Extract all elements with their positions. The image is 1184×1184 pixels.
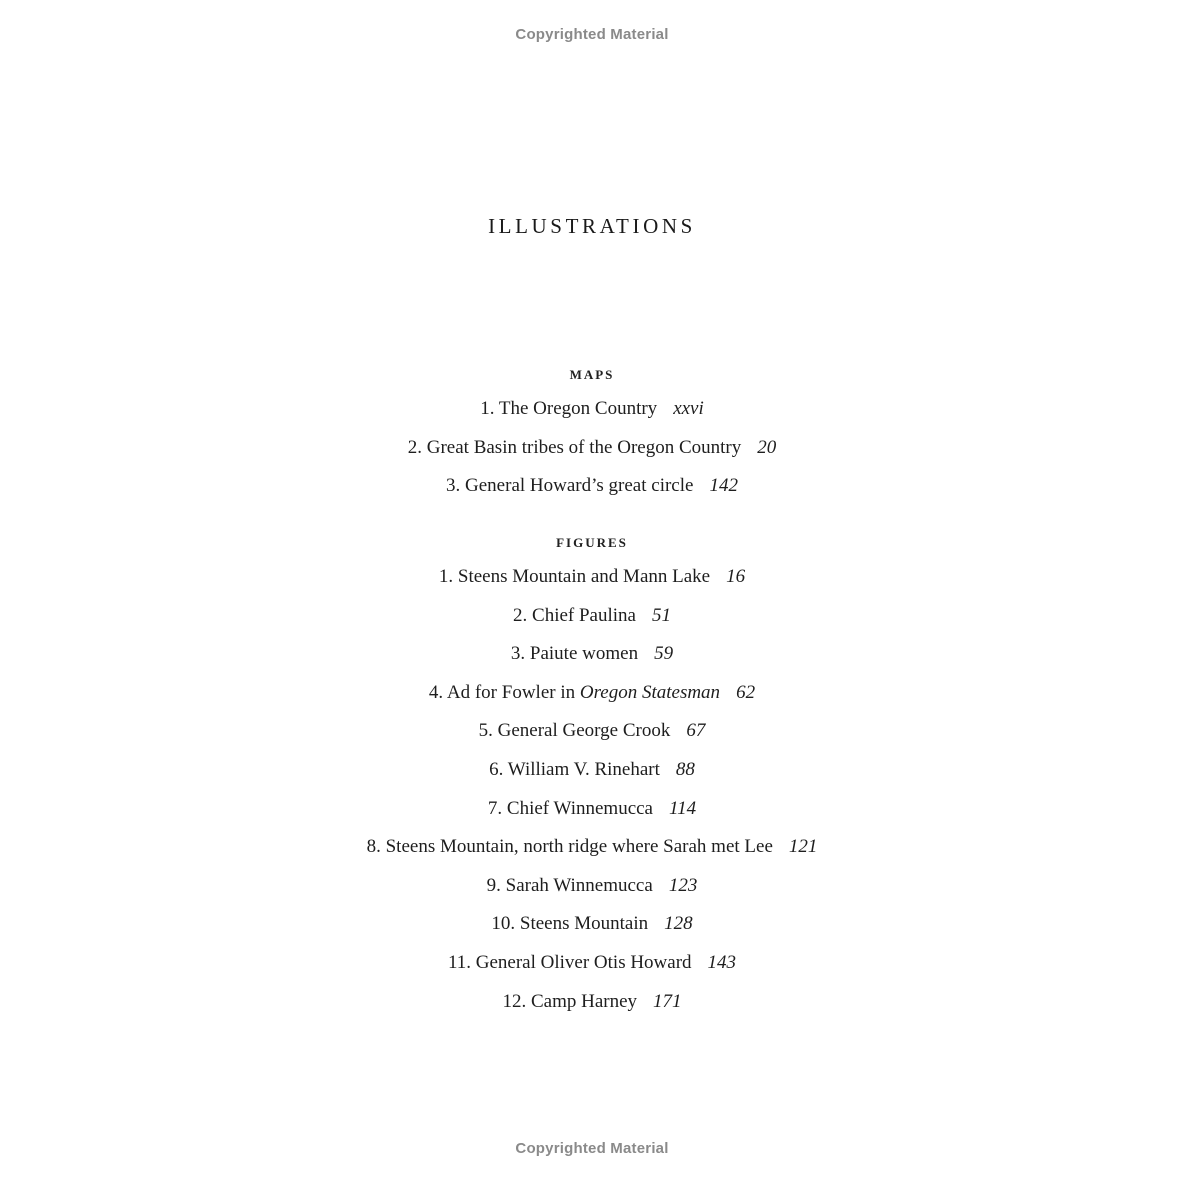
entry-page: 171 xyxy=(653,990,682,1012)
list-item xyxy=(0,602,1184,641)
entry-title: 10. Steens Mountain xyxy=(491,913,649,935)
entry-page: 62 xyxy=(736,681,756,703)
entry-title: 7. Chief Winnemucca xyxy=(487,797,653,819)
entry-page: 123 xyxy=(668,874,698,896)
entry-title xyxy=(429,682,720,703)
list-item xyxy=(0,910,1184,949)
list-item xyxy=(0,395,1184,434)
list-item xyxy=(0,679,1184,718)
entry-page: 143 xyxy=(707,951,737,973)
entry-page: 128 xyxy=(664,913,693,935)
list-item xyxy=(0,434,1184,473)
entry-title: 1. Steens Mountain and Mann Lake xyxy=(438,566,711,587)
entry-title: 12. Camp Harney xyxy=(502,990,638,1012)
entry-title: 1. The Oregon Country xyxy=(480,398,658,419)
list-item xyxy=(0,640,1184,679)
entry-title: 3. Paiute women xyxy=(510,643,639,665)
list-item xyxy=(0,872,1184,911)
entry-title: 11. General Oliver Otis Howard xyxy=(447,951,692,973)
entry-page: 20 xyxy=(757,436,777,458)
entry-title: 8. Steens Mountain, north ridge where Sarah met Lee xyxy=(366,836,773,858)
entry-page: 142 xyxy=(709,475,738,497)
entry-title: 2. Great Basin tribes of the Oregon Country xyxy=(407,436,742,458)
entry-page: 51 xyxy=(651,604,671,626)
list-item xyxy=(0,756,1184,795)
entry-title: 2. Chief Paulina xyxy=(513,604,636,626)
list-item xyxy=(0,795,1184,834)
maps-heading: MAPS xyxy=(569,367,615,382)
entry-page: 16 xyxy=(726,566,746,587)
figures-heading: FIGURES xyxy=(556,535,628,550)
entry-title: 9. Sarah Winnemucca xyxy=(486,874,653,896)
entry-title: 6. William V. Rinehart xyxy=(489,758,660,780)
publication-title: Oregon Statesman xyxy=(579,681,721,703)
entry-page: xxvi xyxy=(673,398,704,419)
entry-page: 88 xyxy=(675,758,695,780)
figures-list xyxy=(0,563,1184,1026)
entry-page: 121 xyxy=(788,836,818,858)
copyright-watermark-bottom: Copyrighted Material xyxy=(515,1140,669,1157)
entry-page: 59 xyxy=(654,643,674,665)
maps-list xyxy=(0,395,1184,511)
entry-page: 114 xyxy=(669,797,697,819)
list-item xyxy=(0,833,1184,872)
entry-page: 67 xyxy=(686,720,706,742)
entry-title: 3. General Howard’s great circle xyxy=(446,475,694,497)
list-item xyxy=(0,472,1184,511)
list-item xyxy=(0,949,1184,988)
page-title: ILLUSTRATIONS xyxy=(488,214,696,238)
list-item xyxy=(0,563,1184,602)
entry-title-roman: 4. Ad for Fowler in xyxy=(428,681,580,703)
list-item xyxy=(0,717,1184,756)
copyright-watermark-top: Copyrighted Material xyxy=(515,26,669,43)
list-item xyxy=(0,988,1184,1027)
entry-title: 5. General George Crook xyxy=(478,720,671,742)
